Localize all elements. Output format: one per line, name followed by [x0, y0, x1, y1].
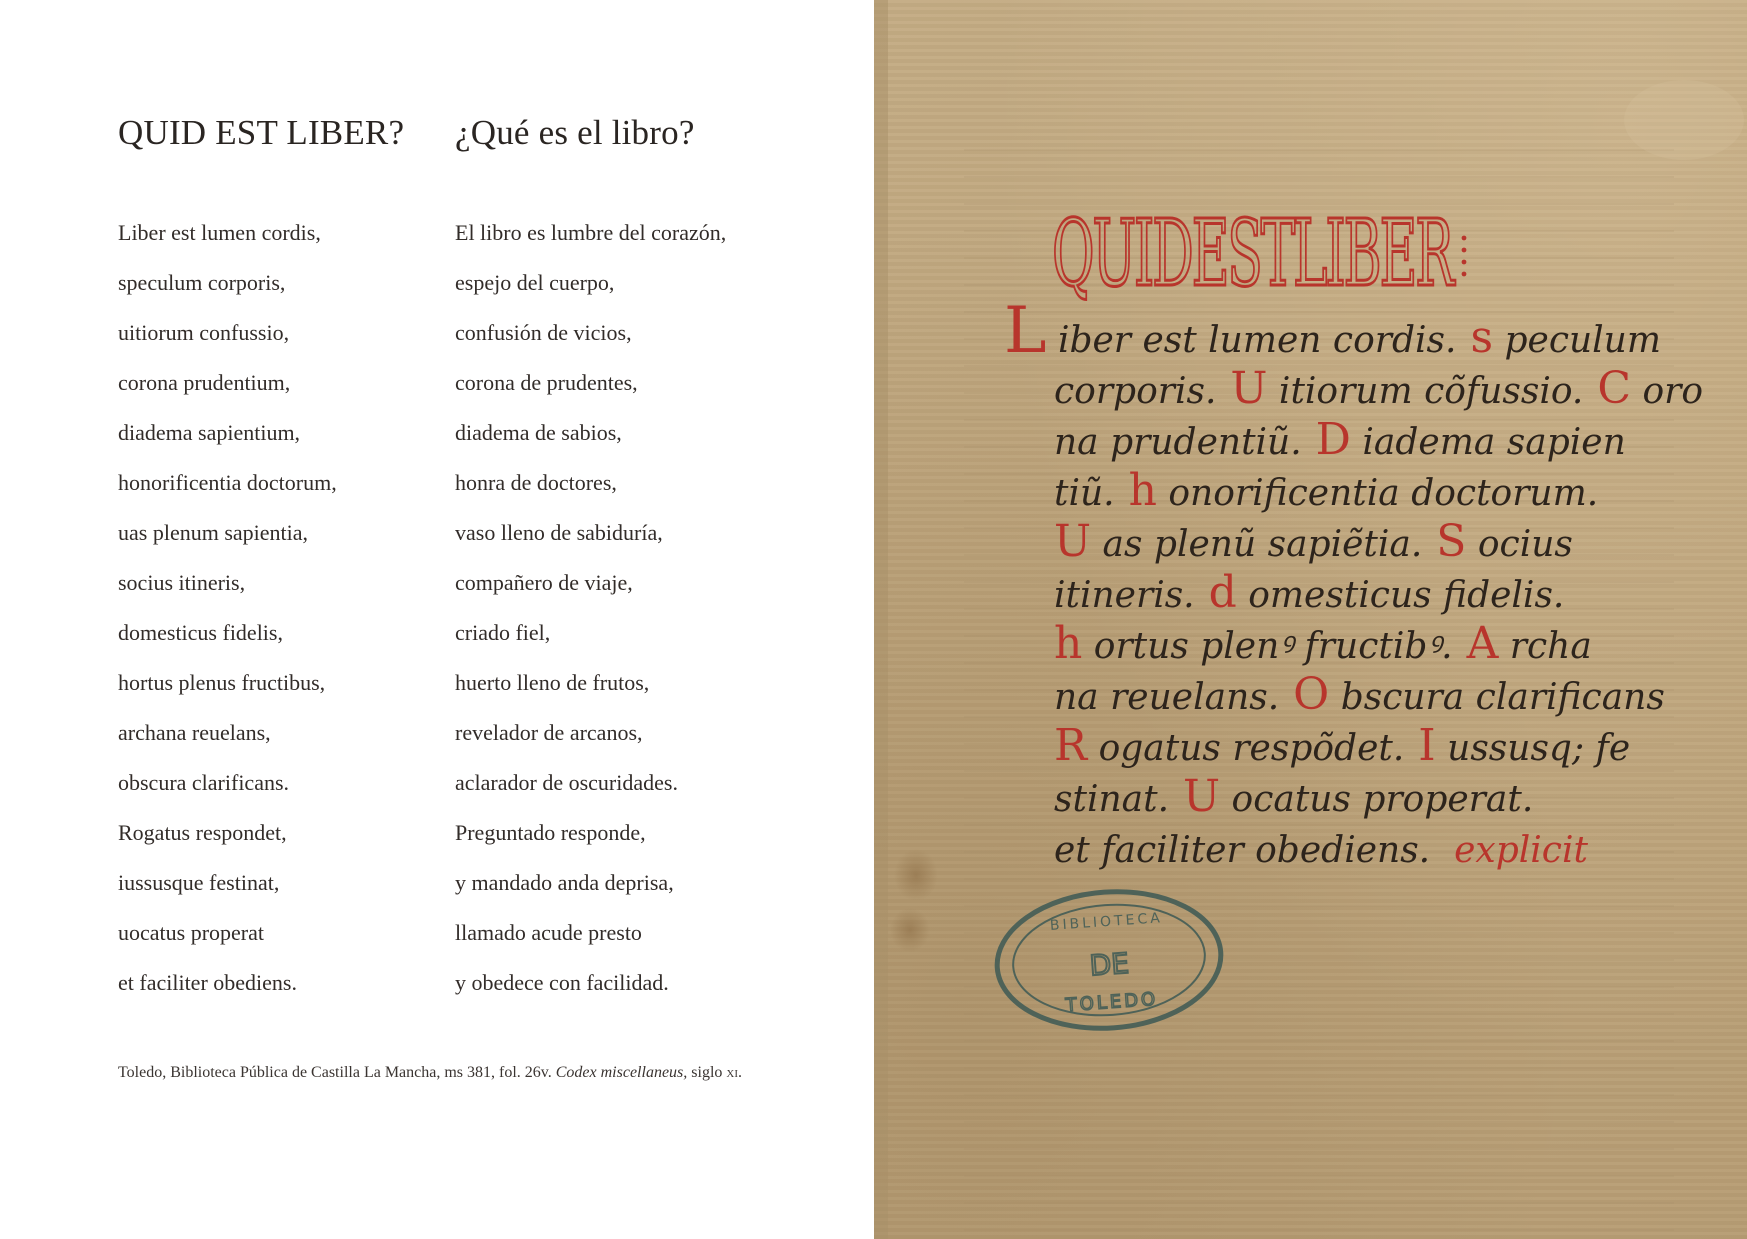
spanish-verse-line: revelador de arcanos, [455, 720, 643, 745]
latin-verse-line: obscura clarificans. [118, 770, 290, 795]
spanish-column [455, 108, 855, 1008]
stain-mark [894, 849, 938, 901]
rubric-title: QUIDESTLIBER [1052, 200, 1456, 307]
red-initial: U [1054, 516, 1092, 567]
ink-text: iadema sapien [1350, 422, 1626, 463]
spanish-verse-line: y mandado anda deprisa, [455, 870, 674, 895]
ink-text: corporis. [1054, 371, 1217, 412]
spanish-verse-line: y obedece con facilidad. [455, 970, 669, 995]
red-initial: D [1301, 414, 1351, 465]
ink-text: ocatus properat. [1220, 779, 1534, 820]
latin-verse-line: iussusque festinat, [118, 870, 280, 895]
ink-text: ussusq; fe [1435, 728, 1631, 769]
spanish-verse-line: aclarador de oscuridades. [455, 770, 678, 795]
latin-verse-line: hortus plenus fructibus, [118, 670, 326, 695]
stamp-bottom-text: TOLEDO [1065, 988, 1159, 1017]
red-initial: h [1054, 618, 1083, 669]
ink-text: na prudentiũ. [1054, 422, 1302, 463]
latin-verse-line: domesticus fidelis, [118, 620, 283, 645]
spanish-verse-line: honra de doctores, [455, 470, 617, 495]
manuscript-line [1054, 830, 1588, 871]
spanish-verse-line: compañero de viaje, [455, 570, 633, 595]
ink-text: oro [1631, 371, 1704, 412]
latin-column [118, 108, 448, 1008]
spanish-verse-line: huerto lleno de frutos, [455, 670, 650, 695]
ink-text: itiorum cõfussio. [1267, 371, 1584, 412]
latin-verse-line: speculum corporis, [118, 270, 286, 295]
gutter-shadow [874, 0, 888, 1239]
manuscript-image [874, 0, 1747, 1239]
latin-verse-line: uas plenum sapientia, [118, 520, 309, 545]
red-initial: U [1169, 771, 1221, 822]
ink-text: tiũ. [1054, 473, 1115, 514]
red-initial: s [1456, 312, 1494, 363]
ink-text: omesticus fidelis. [1236, 575, 1565, 616]
spanish-title: ¿Qué es el libro? [455, 113, 695, 152]
manuscript-line [1054, 771, 1533, 822]
rubric-dots [1462, 236, 1467, 277]
manuscript-line [1054, 414, 1626, 465]
latin-verse-line: Rogatus respondet, [118, 820, 287, 845]
spanish-verse-line: diadema de sabios, [455, 420, 622, 445]
red-initial: h [1114, 465, 1157, 516]
red-initial: d [1194, 567, 1237, 618]
manuscript-line [1054, 669, 1665, 720]
manuscript-line [1054, 465, 1598, 516]
manuscript-line [1054, 618, 1592, 669]
spanish-verse-line: confusión de vicios, [455, 320, 632, 345]
light-patch [1624, 80, 1744, 160]
spanish-verse-line: espejo del cuerpo, [455, 270, 615, 295]
spanish-verse-line: criado fiel, [455, 620, 551, 645]
ink-text: rcha [1498, 626, 1592, 667]
ink-text: ocius [1466, 524, 1573, 565]
manuscript-line [1054, 516, 1573, 567]
red-initial: O [1279, 669, 1330, 720]
latin-verse-line: Liber est lumen cordis, [118, 220, 321, 245]
ink-text: ogatus respõdet. [1087, 728, 1405, 769]
manuscript-line [1054, 720, 1630, 771]
ink-text: peculum [1493, 320, 1662, 361]
caption-century-label: siglo [691, 1064, 723, 1081]
spanish-verse-line: llamado acude presto [455, 920, 642, 945]
latin-verses [118, 208, 448, 1008]
caption-codex: Codex miscellaneus, [555, 1064, 688, 1081]
latin-verse-line: diadema sapientium, [118, 420, 301, 445]
spanish-verses [455, 208, 855, 1008]
stain-mark [890, 908, 930, 952]
stamp-top-text: BIBLIOTECA [1049, 910, 1164, 935]
latin-verse-line: et faciliter obediens. [118, 970, 297, 995]
latin-verse-line: honorificentia doctorum, [118, 470, 337, 495]
red-initial: U [1216, 363, 1268, 414]
ink-text: iber est lumen cordis. [1046, 320, 1457, 361]
red-initial: S [1422, 516, 1467, 567]
ink-text: ortus plenꝰ fructibꝰ. [1082, 626, 1453, 667]
red-initial: R [1054, 720, 1088, 771]
ink-text: stinat. [1054, 779, 1170, 820]
red-initial: L [1004, 294, 1047, 368]
latin-verse-line: uocatus properat [118, 920, 264, 945]
stamp-middle-text: DE [1088, 946, 1131, 983]
spanish-verse-line: Preguntado responde, [455, 820, 646, 845]
spanish-verse-line: corona de prudentes, [455, 370, 638, 395]
caption-century: xi. [726, 1064, 743, 1081]
manuscript-line [1054, 363, 1703, 414]
manuscript-folio [874, 0, 1747, 1239]
red-initial: C [1583, 363, 1632, 414]
latin-verse-line: corona prudentium, [118, 370, 291, 395]
source-caption [118, 1064, 742, 1082]
latin-verse-line: socius itineris, [118, 570, 246, 595]
ink-text: na reuelans. [1054, 677, 1280, 718]
spanish-verse-line: vaso lleno de sabiduría, [455, 520, 663, 545]
ink-text: bscura clarificans [1329, 677, 1665, 718]
ink-text: itineris. [1054, 575, 1195, 616]
manuscript-line [1054, 567, 1564, 618]
latin-verse-line: archana reuelans, [118, 720, 271, 745]
ink-text: as plenũ sapiẽtia. [1091, 524, 1423, 565]
red-initial: A [1452, 618, 1499, 669]
explicit-rubric: explicit [1454, 830, 1588, 871]
ink-text: et faciliter obediens. [1054, 830, 1431, 871]
spanish-verse-line: El libro es lumbre del corazón, [455, 220, 727, 245]
red-initial: I [1404, 720, 1436, 771]
latin-verse-line: uitiorum confussio, [118, 320, 290, 345]
ink-text: onorificentia doctorum. [1156, 473, 1599, 514]
latin-title: QUID EST LIBER? [118, 113, 405, 152]
caption-source: Toledo, Biblioteca Pública de Castilla La Mancha, ms 381, fol. 26v. [118, 1064, 552, 1081]
